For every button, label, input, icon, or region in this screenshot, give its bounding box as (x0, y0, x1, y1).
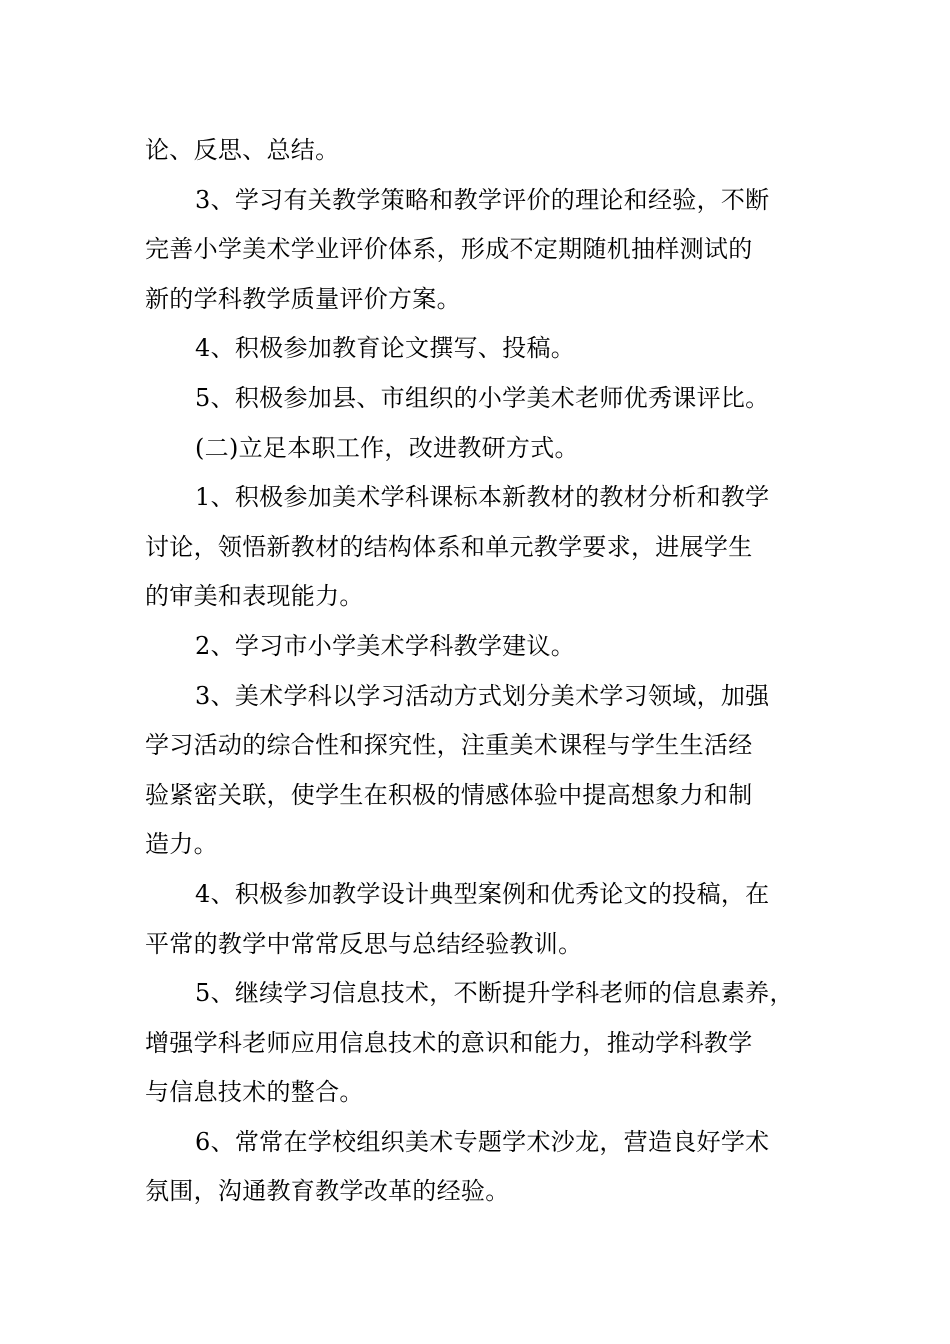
text-line: 3、学习有关教学策略和教学评价的理论和经验，不断 (195, 185, 770, 214)
paragraph (145, 622, 815, 672)
paragraph (145, 672, 815, 870)
text-line: 造力。 (145, 830, 218, 859)
text-line: 平常的教学中常常反思与总结经验教训。 (145, 929, 583, 958)
paragraph (145, 374, 815, 424)
text-line: 与信息技术的整合。 (145, 1078, 364, 1107)
text-line: 的审美和表现能力。 (145, 582, 364, 611)
section-heading (145, 424, 815, 474)
paragraph (145, 473, 815, 622)
text-line: 1、积极参加美术学科课标本新教材的教材分析和教学 (195, 483, 770, 512)
text-line: (二)立足本职工作，改进教研方式。 (195, 433, 579, 462)
paragraph (145, 126, 815, 176)
text-line: 增强学科老师应用信息技术的意识和能力，推动学科教学 (145, 1028, 753, 1057)
text-line: 6、常常在学校组织美术专题学术沙龙，营造良好学术 (195, 1127, 770, 1156)
paragraph (145, 1118, 815, 1217)
document-body (145, 126, 815, 1217)
text-line: 2、学习市小学美术学科教学建议。 (195, 631, 576, 660)
text-line: 5、继续学习信息技术，不断提升学科老师的信息素养， (195, 979, 794, 1008)
paragraph (145, 324, 815, 374)
text-line: 氛围，沟通教育教学改革的经验。 (145, 1177, 510, 1206)
text-line: 5、积极参加县、市组织的小学美术老师优秀课评比。 (195, 383, 770, 412)
text-line: 4、积极参加教学设计典型案例和优秀论文的投稿，在 (195, 879, 770, 908)
text-line: 讨论，领悟新教材的结构体系和单元教学要求，进展学生 (145, 532, 753, 561)
text-line: 完善小学美术学业评价体系，形成不定期随机抽样测试的 (145, 235, 753, 264)
text-line: 3、美术学科以学习活动方式划分美术学习领域，加强 (195, 681, 770, 710)
text-line: 4、积极参加教育论文撰写、投稿。 (195, 334, 576, 363)
paragraph (145, 870, 815, 969)
text-line: 学习活动的综合性和探究性，注重美术课程与学生生活经 (145, 731, 753, 760)
text-line: 验紧密关联，使学生在积极的情感体验中提高想象力和制 (145, 780, 753, 809)
text-line: 论、反思、总结。 (145, 136, 340, 164)
paragraph (145, 176, 815, 325)
text-line: 新的学科教学质量评价方案。 (145, 284, 461, 313)
paragraph (145, 969, 815, 1118)
